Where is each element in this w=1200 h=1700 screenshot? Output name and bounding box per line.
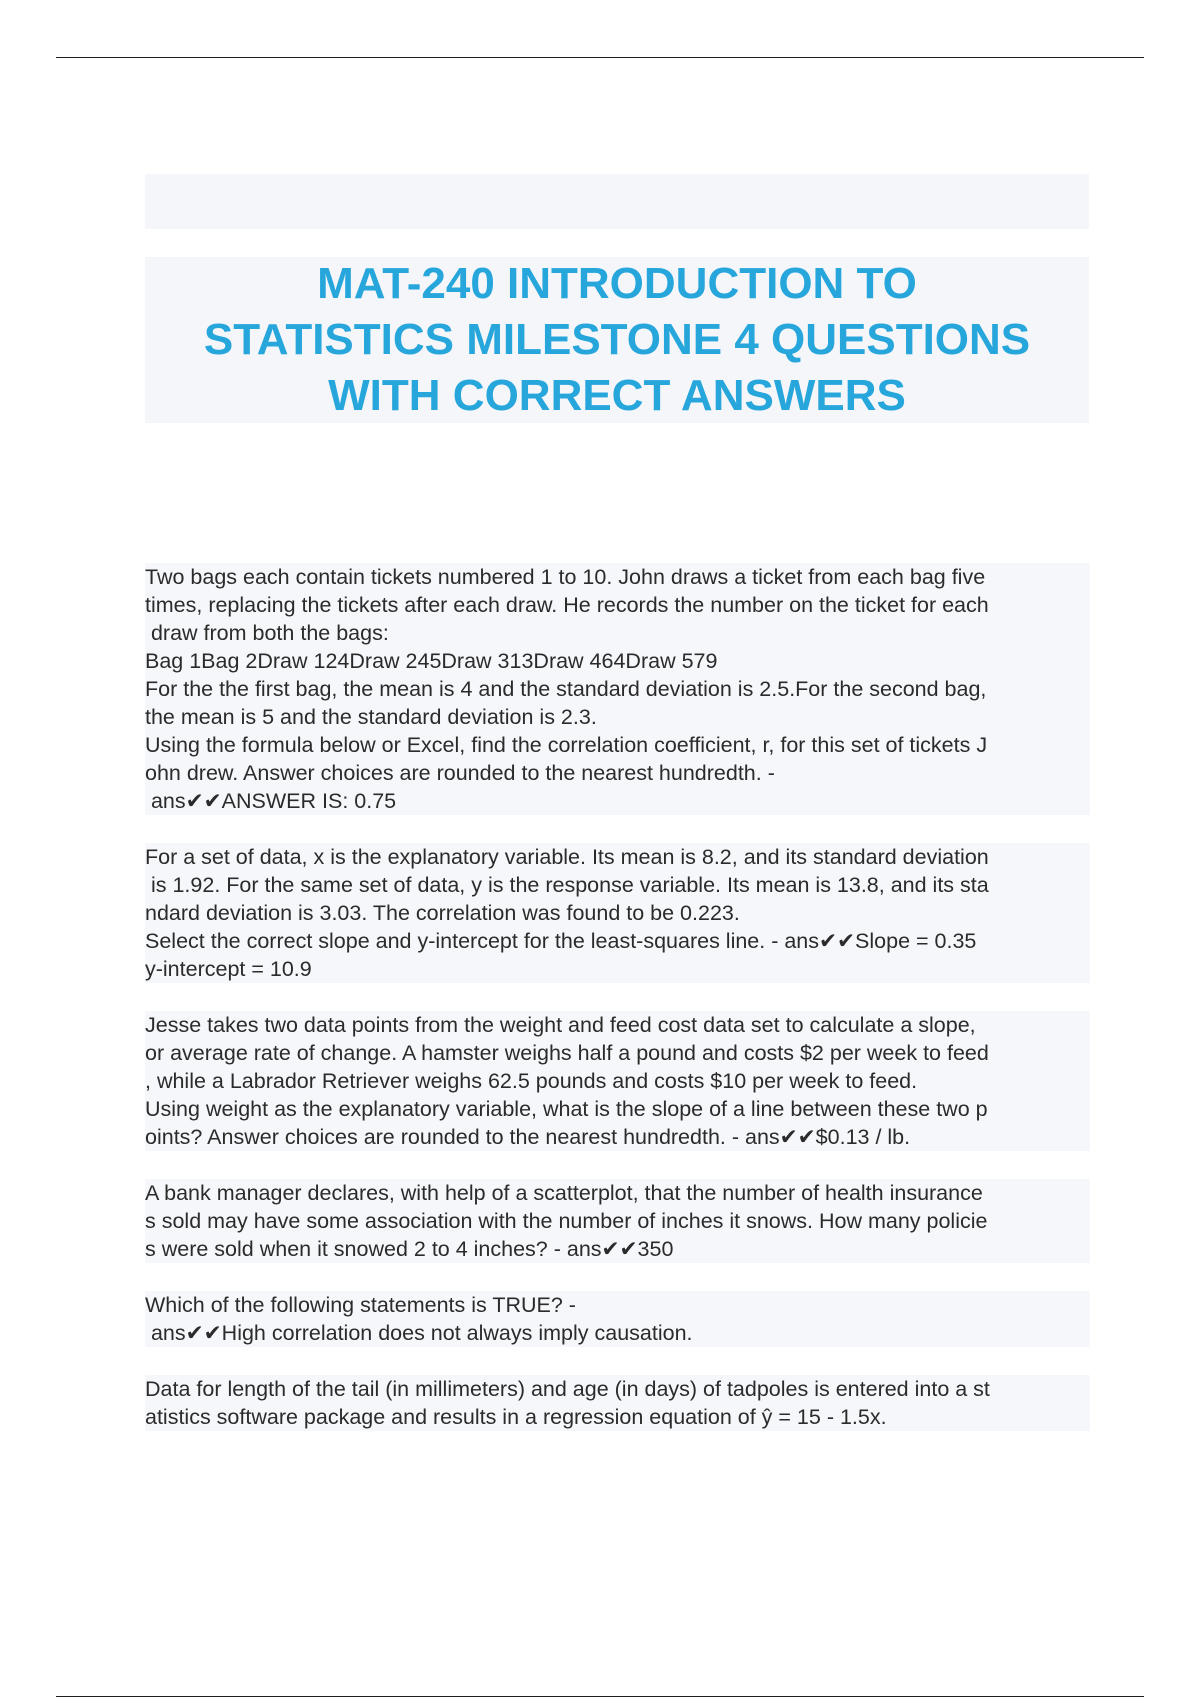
answer-line: ans✔✔ANSWER IS: 0.75 (145, 787, 1090, 815)
text-line: , while a Labrador Retriever weighs 62.5 pounds and costs $10 per week to feed. (145, 1067, 1090, 1095)
text-line: s sold may have some association with the number of inches it snows. How many policie (145, 1207, 1090, 1235)
text-line: the mean is 5 and the standard deviation is 2.3. (145, 703, 1090, 731)
qa-item-3 (145, 1011, 1090, 1151)
text-line: Bag 1Bag 2Draw 124Draw 245Draw 313Draw 464Draw 579 (145, 647, 1090, 675)
text-line: For a set of data, x is the explanatory variable. Its mean is 8.2, and its standard deviation (145, 843, 1090, 871)
bottom-rule (56, 1696, 1144, 1697)
title-line: WITH CORRECT ANSWERS (328, 371, 906, 420)
answer-line: ans✔✔High correlation does not always imply causation. (145, 1319, 1090, 1347)
text-line: or average rate of change. A hamster weighs half a pound and costs $2 per week to feed (145, 1039, 1090, 1067)
answer-line: y-intercept = 10.9 (145, 955, 1090, 983)
text-line: Using weight as the explanatory variable, what is the slope of a line between these two p (145, 1095, 1090, 1123)
qa-item-2 (145, 843, 1090, 983)
answer-line: Select the correct slope and y-intercept for the least-squares line. - ans✔✔Slope = 0.35 (145, 927, 1090, 955)
title-line: STATISTICS MILESTONE 4 QUESTIONS (203, 315, 1031, 364)
qa-item-6 (145, 1375, 1090, 1431)
header-band (145, 174, 1089, 229)
text-line: Which of the following statements is TRUE? - (145, 1291, 1090, 1319)
top-rule (56, 57, 1144, 58)
answer-line: oints? Answer choices are rounded to the nearest hundredth. - ans✔✔$0.13 / lb. (145, 1123, 1090, 1151)
text-line: Jesse takes two data points from the weight and feed cost data set to calculate a slope, (145, 1011, 1090, 1039)
answer-line: s were sold when it snowed 2 to 4 inches? - ans✔✔350 (145, 1235, 1090, 1263)
document-title (204, 256, 1030, 424)
text-line: For the the first bag, the mean is 4 and the standard deviation is 2.5.For the second bag, (145, 675, 1090, 703)
text-line: Two bags each contain tickets numbered 1 to 10. John draws a ticket from each bag five (145, 563, 1090, 591)
text-line: is 1.92. For the same set of data, y is the response variable. Its mean is 13.8, and its sta (145, 871, 1090, 899)
document-body (145, 563, 1090, 1459)
title-line: MAT-240 INTRODUCTION TO (317, 259, 917, 308)
text-line: ohn drew. Answer choices are rounded to the nearest hundredth. - (145, 759, 1090, 787)
qa-item-4 (145, 1179, 1090, 1263)
text-line: atistics software package and results in a regression equation of ŷ = 15 - 1.5x. (145, 1403, 1090, 1431)
text-line: draw from both the bags: (145, 619, 1090, 647)
text-line: A bank manager declares, with help of a scatterplot, that the number of health insurance (145, 1179, 1090, 1207)
text-line: Using the formula below or Excel, find the correlation coefficient, r, for this set of tickets J (145, 731, 1090, 759)
qa-item-5 (145, 1291, 1090, 1347)
text-line: times, replacing the tickets after each draw. He records the number on the ticket for each (145, 591, 1090, 619)
text-line: ndard deviation is 3.03. The correlation was found to be 0.223. (145, 899, 1090, 927)
text-line: Data for length of the tail (in millimeters) and age (in days) of tadpoles is entered into a st (145, 1375, 1090, 1403)
qa-item-1 (145, 563, 1090, 815)
title-block (145, 257, 1089, 423)
